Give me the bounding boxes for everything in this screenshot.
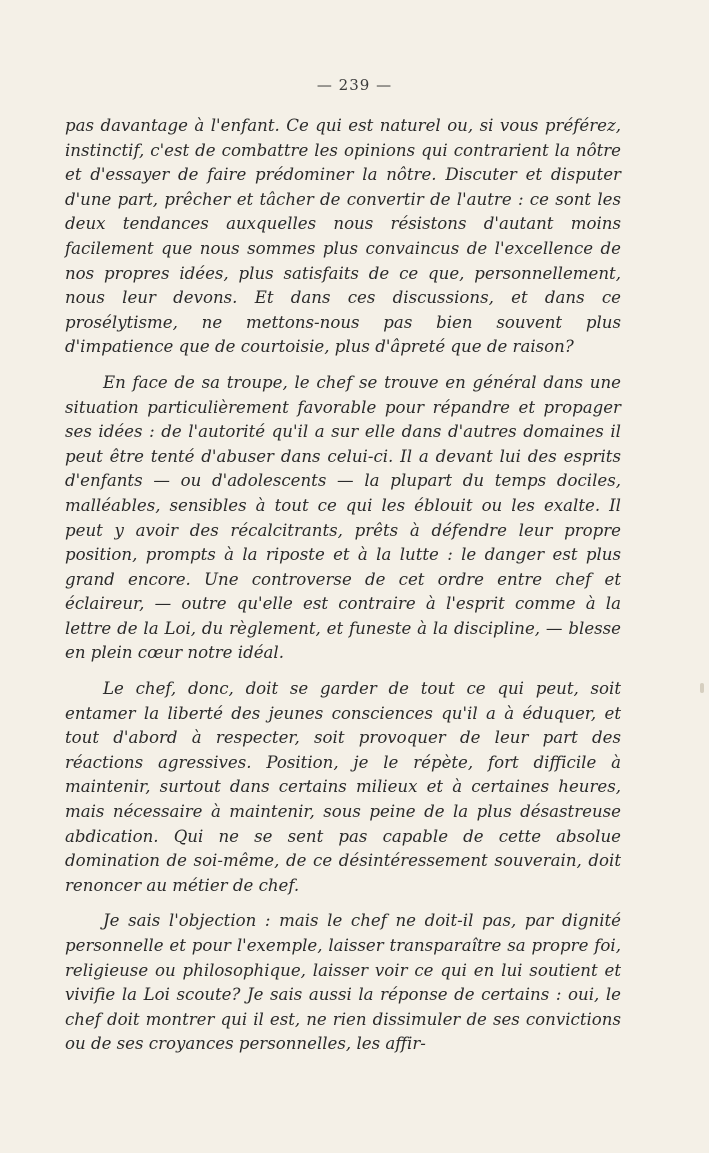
- paragraph-4: Je sais l'objection : mais le chef ne doit-il pas, par dignité personnelle et pour l'exemple, laisser transparaître sa propre foi, religieuse ou philosophique, laisser voir ce qui en lui soutient et vivifie la Loi scoute? Je sais aussi la réponse de certains : oui, le chef doit montrer qui il est, ne rien dissimuler de ses convictions ou de ses croyances personnelles, les affir-: [65, 911, 621, 1054]
- paper-speck: [700, 683, 704, 693]
- paragraph-3: Le chef, donc, doit se garder de tout ce qui peut, soit entamer la liberté des jeunes consciences qu'il a à éduquer, et tout d'abord à respecter, soit provoquer de leur part des réactions agressives. Position, je le répète, fort difficile à maintenir, surtout dans certains milieux et à certaines heures, mais nécessaire à maintenir, sous peine de la plus désastreuse abdication. Qui ne se sent pas capable de cette absolue domination de soi-même, de ce désintéressement souverain, doit renoncer au métier de chef.: [65, 679, 621, 895]
- paragraph-2: En face de sa troupe, le chef se trouve en général dans une situation particulièrement favorable pour répandre et propager ses idées : de l'autorité qu'il a sur elle dans d'autres domaines il peut être tenté d'abuser dans celui-ci. Il a devant lui des esprits d'enfants — ou d'adolescents — la plupart du temps dociles, malléables, sensibles à tout ce qui les éblouit ou les exalte. Il peut y avoir des récalcitrants, prêts à défendre leur propre position, prompts à la riposte et à la lutte : le danger est plus grand encore. Une controverse de cet ordre entre chef et éclaireur, — outre qu'elle est contraire à l'esprit comme à la lettre de la Loi, du règlement, et funeste à la discipline, — blesse en plein cœur notre idéal.: [65, 372, 621, 663]
- body-text: [65, 114, 621, 1068]
- paragraph-1: pas davantage à l'enfant. Ce qui est naturel ou, si vous préférez, instinctif, c'est de combattre les opinions qui contrarient la nôtre et d'essayer de faire prédominer la nôtre. Discuter et disputer d'une part, prêcher et tâcher de convertir de l'autre : ce sont les deux tendances auxquelles nous résistons d'autant moins facilement que nous sommes plus convaincus de l'excellence de nos propres idées, plus satisfaits de ce que, personnellement, nous leur devons. Et dans ces discussions, et dans ce prosélytisme, ne mettons-nous pas bien souvent plus d'impatience que de courtoisie, plus d'âpreté que de raison?: [65, 116, 621, 357]
- page-number: — 239 —: [316, 76, 393, 94]
